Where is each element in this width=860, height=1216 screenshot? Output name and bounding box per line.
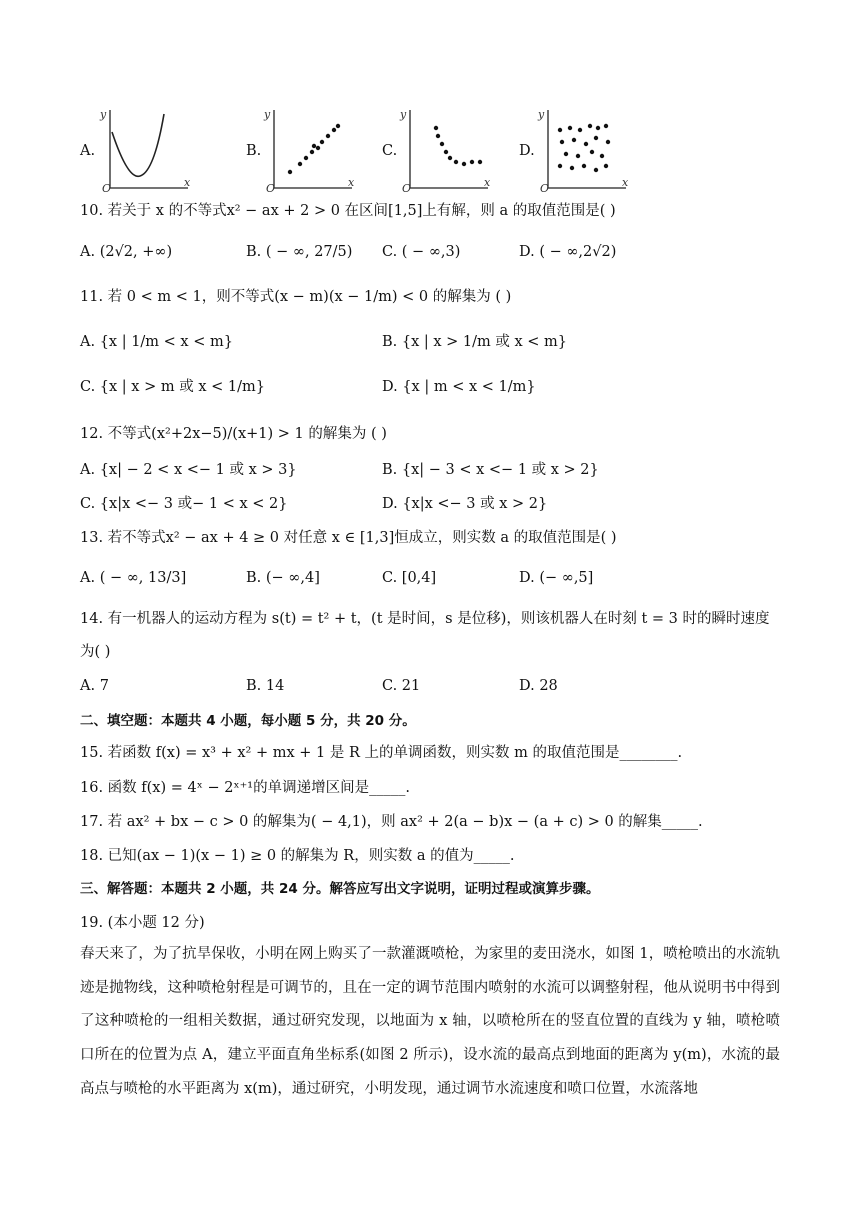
q11-option-d: D. {x | m < x < 1/m} bbox=[382, 379, 536, 395]
q17: 17. 若 ax² + bx − c > 0 的解集为( − 4,1)，则 ax² + 2(a − b)x − (a + c) > 0 的解集_____. bbox=[80, 814, 703, 830]
q12-option-d: D. {x|x <− 3 或 x > 2} bbox=[382, 496, 548, 512]
option-d-label: D. bbox=[519, 143, 535, 159]
q10-option-a: A. (2√2, +∞) bbox=[80, 244, 173, 260]
q13-option-b: B. (− ∞,4] bbox=[246, 570, 320, 586]
q13-stem: 13. 若不等式x² − ax + 4 ≥ 0 对任意 x ∈ [1,3]恒成立，则实数 a 的取值范围是( ) bbox=[80, 530, 617, 546]
option-a-label: A. bbox=[80, 143, 96, 159]
q14-stem-line2: 为( ) bbox=[80, 644, 111, 660]
svg-text:x: x bbox=[484, 176, 491, 189]
q10-option-c: C. ( − ∞,3) bbox=[382, 244, 461, 260]
axis-y-label: y bbox=[100, 108, 107, 121]
q11-stem: 11. 若 0 < m < 1，则不等式(x − m)(x − 1/m) < 0 的解集为 ( ) bbox=[80, 289, 512, 305]
svg-text:y: y bbox=[400, 108, 407, 121]
origin-label: O bbox=[102, 182, 112, 194]
q12-option-a: A. {x| − 2 < x <− 1 或 x > 3} bbox=[80, 462, 297, 478]
svg-text:O: O bbox=[266, 182, 276, 194]
q13-option-c: C. [0,4] bbox=[382, 570, 437, 586]
q11-option-c: C. {x | x > m 或 x < 1/m} bbox=[80, 379, 265, 395]
q12-stem: 12. 不等式(x²+2x−5)/(x+1) > 1 的解集为 ( ) bbox=[80, 426, 387, 442]
q14-stem-line1: 14. 有一机器人的运动方程为 s(t) = t² + t，(t 是时间，s 是位移)，则该机器人在时刻 t = 3 时的瞬时速度 bbox=[80, 611, 770, 627]
graph-b bbox=[262, 104, 362, 194]
axis-x-label: x bbox=[184, 176, 191, 189]
graph-d bbox=[536, 104, 636, 194]
q13-option-a: A. ( − ∞, 13/3] bbox=[80, 570, 187, 586]
q12-option-c: C. {x|x <− 3 或− 1 < x < 2} bbox=[80, 496, 288, 512]
q19-head: 19. (本小题 12 分) bbox=[80, 915, 205, 931]
q14-option-c: C. 21 bbox=[382, 678, 421, 694]
q10-option-d: D. ( − ∞,2√2) bbox=[519, 244, 617, 260]
q13-option-d: D. (− ∞,5] bbox=[519, 570, 594, 586]
q11-option-a: A. {x | 1/m < x < m} bbox=[80, 334, 233, 350]
svg-text:y: y bbox=[538, 108, 545, 121]
q15: 15. 若函数 f(x) = x³ + x² + mx + 1 是 R 上的单调函数，则实数 m 的取值范围是________. bbox=[80, 745, 683, 761]
q12-option-b: B. {x| − 3 < x <− 1 或 x > 2} bbox=[382, 462, 599, 478]
graph-a bbox=[98, 104, 198, 194]
q19-body: 春天来了，为了抗旱保收，小明在网上购买了一款灌溉喷枪，为家里的麦田浇水，如图 1，喷枪喷出的水流轨迹是抛物线，这种喷枪射程是可调节的，且在一定的调节范围内喷射的水流可以调整射程，他从说明书中得到了这种喷枪的一组相关数据，通过研究发现，以地面为 x 轴，以喷枪所在的竖直位置的直线为 y 轴，喷枪喷口所在的位置为点 A，建立平面直角坐标系(如图 2 所示)，设水流的最高点到地面的距离为 y(m)，水流的最高点与喷枪的水平距离为 x(m)，通过研究，小明发现，通过调节水流速度和喷口位置，水流落地 bbox=[80, 946, 780, 1097]
q14-option-a: A. 7 bbox=[80, 678, 109, 694]
q10-option-b: B. ( − ∞, 27/5) bbox=[246, 244, 353, 260]
graph-c bbox=[398, 104, 498, 194]
q18: 18. 已知(ax − 1)(x − 1) ≥ 0 的解集为 R，则实数 a 的值为_____. bbox=[80, 848, 515, 864]
option-b-label: B. bbox=[246, 143, 262, 159]
q10-stem: 10. 若关于 x 的不等式x² − ax + 2 > 0 在区间[1,5]上有解，则 a 的取值范围是( ) bbox=[80, 203, 616, 219]
section-3-heading: 三、解答题：本题共 2 小题，共 24 分。解答应写出文字说明，证明过程或演算步骤。 bbox=[80, 881, 600, 897]
option-c-label: C. bbox=[382, 143, 398, 159]
section-2-heading: 二、填空题：本题共 4 小题，每小题 5 分，共 20 分。 bbox=[80, 713, 416, 729]
q16: 16. 函数 f(x) = 4ˣ − 2ˣ⁺¹的单调递增区间是_____. bbox=[80, 780, 410, 796]
q14-option-d: D. 28 bbox=[519, 678, 558, 694]
svg-text:O: O bbox=[540, 182, 550, 194]
q14-option-b: B. 14 bbox=[246, 678, 285, 694]
svg-text:O: O bbox=[402, 182, 412, 194]
svg-text:y: y bbox=[264, 108, 271, 121]
svg-text:x: x bbox=[622, 176, 629, 189]
svg-text:x: x bbox=[348, 176, 355, 189]
q11-option-b: B. {x | x > 1/m 或 x < m} bbox=[382, 334, 568, 350]
